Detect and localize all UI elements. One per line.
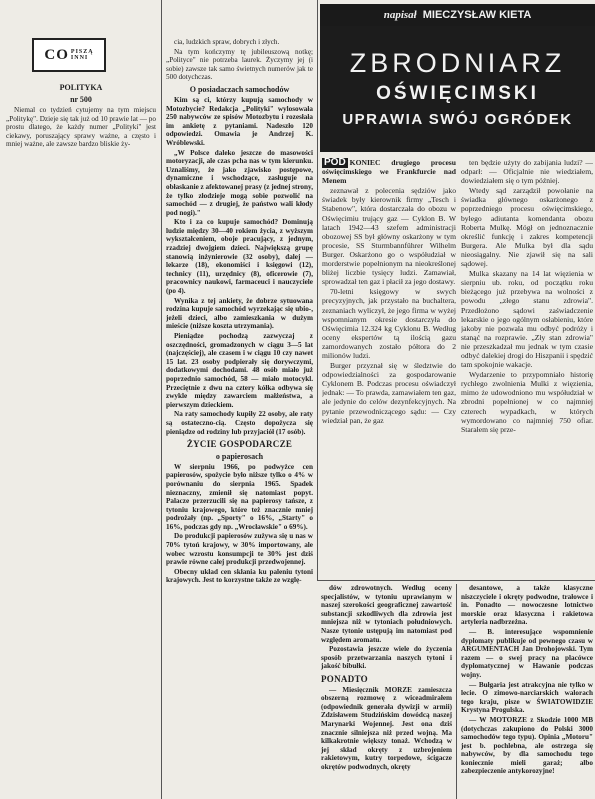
paragraph: Wtedy sąd zarządził powołanie na świadka głównego oskarżonego z poprzedniego procesu oświęcimskiego, byłego adiutanta komendanta obozu Roberta Mulkę. Mógł on jednoznacznie określić funkcję i zakres kompetencji Burgera. Ale Mulka był dla sądu nieosiągalny. Nie zjawił się na sali sądowej. xyxy=(461,186,593,269)
headline-line-2: OŚWIĘCIMSKI xyxy=(376,83,539,104)
paragraph: — W MOTORZE z Skodzie 1000 MB (dotychczas zakupiono do Polski 3000 samochodów tego typu). Opinia „Motoru" jest b. pochlebna, ale ostrzega się nabywców, by dla samochodu tego koniecznie mieli garaż; albo zabezpieczenie antykorozyjne! xyxy=(461,715,593,776)
paragraph: Na raty samochody kupiły 22 osoby, ale raty są ostateczno-cią. Często dopożycza się pieniądze od rodziny lub przyjaciół (17 osób). xyxy=(166,410,313,436)
column-rule xyxy=(456,584,457,799)
co-pisza-inni-logo xyxy=(32,38,106,72)
drop-cap: POD xyxy=(324,158,346,168)
paragraph: Niemal co tydzień cytujemy na tym miejscu „Politykę". Dzieje się tak już od 10 prawie lat — po prostu dlatego, że każdy numer „Polityki" jest ciekawy, poruszający sprawy ważne, a często i mniej ważne, ale zawsze bardzo bliskie ży- xyxy=(6,106,156,149)
column-rule xyxy=(317,0,318,580)
column-1 xyxy=(6,80,156,180)
paragraph: Pozostawia jeszcze wiele do życzenia sposób przetwarzania naszych tytoni i jakość bibułki. xyxy=(321,645,452,671)
subheading-motorists: O posiadaczach samochodów xyxy=(189,84,290,94)
byline-author: MIECZYSŁAW KIETA xyxy=(422,9,532,21)
section-title: POLITYKA xyxy=(59,83,103,92)
feature-headline xyxy=(320,26,595,152)
paragraph: ten będzie użyty do zabijania ludzi? — odparł: — Oficjalnie nie wiedziałem, dowiedziałem się o tym później. xyxy=(461,158,593,186)
paragraph: Do produkcji papierosów zużywa się u nas w 70% tytoń krajowy, w 30% importowany, ale wobec wzrostu konsumpcji te 30% jest dziś prawie równe całej produkcji przedwojennej. xyxy=(166,532,313,567)
subheading-cigarettes: o papierosach xyxy=(215,451,264,461)
section-ponadto: PONADTO xyxy=(321,673,368,684)
byline-label: napisał xyxy=(383,9,417,21)
paragraph: Obecny układ cen skłania ku paleniu tytoni krajowych. Jest to korzystne także ze wzglę- xyxy=(166,567,313,585)
bottom-column-1 xyxy=(321,584,452,798)
column-2 xyxy=(166,38,313,798)
paragraph: Wynika z tej ankiety, że dobrze sytuowana rodzina kupuje samochód wyrzekając się ubio-, jeżeli dzieci, albo zamieszkania w dużym mieście (niższe koszta utrzymania). xyxy=(166,296,313,331)
logo-small-text: PISZĄ INNI xyxy=(70,49,94,61)
paragraph: Burger przyznał się w śledztwie do odpowiedzialności za gospodarowanie Cyklonem B. Podczas procesu oświadczył jednak: — To prawda, zamawiałem ten gaz, ale jedynie do celów dezynfekcyjnych. Na pytanie przewodniczącego sądu: — Czy wiedział pan, że gaz xyxy=(322,361,456,425)
paragraph: 70-letni księgowy w swych precyzyjnych, jak przystało na buchaltera, zeznaniach wyliczył, że jego firma w wyżej wspomnianym okresie dostarczyła do Oświęcimia 12.324 kg Cyklonu B. Według oceny ekspertów tą ilością gazu zamordowanych zostało półtora do 2 milionów ludzi. xyxy=(322,287,456,360)
paragraph: desantowe, a także klasyczne niszczyciele i okręty podwodne, trałowce i in. Ponadto — nowoczesne lotnictwo morskie oraz klasyczna i rakietowa artyleria nadbrzeżna. xyxy=(461,584,593,627)
bottom-column-2 xyxy=(461,584,593,798)
lead-text: KONIEC drugiego procesu oświęcimskiego we Frankfurcie nad Menem xyxy=(322,158,456,186)
paragraph: Pieniądze pochodzą zazwyczaj z oszczędności, gromadzonych w ciągu 3—5 lat (najczęściej), ale czasem i w ciągu 10 czy nawet 15 lat. 23 osoby podpierały się dorywczymi, dodatkowymi dochodami. 48 osób miało już poprzednio samochód, 58 — miało motocykl. Przeciętnie z dwu na cztery kółka odbywa się zwykle między zawarciem małżeństwa, a pierwszym dzieckiem. xyxy=(166,332,313,409)
paragraph: — B. interesujące wspomnienie dyplomaty publikuje od pewnego czasu w ARGUMENTACH Jan Drohojowski. Tym razem — o swej pracy na placówce dyplomatycznej w Hawanie podczas wojny. xyxy=(461,627,593,679)
feature-column-1 xyxy=(322,158,456,578)
issue-number: nr 500 xyxy=(70,95,92,104)
headline-line-3: UPRAWIA SWÓJ OGRÓDEK xyxy=(342,111,573,128)
logo-main-text: CO xyxy=(44,46,69,63)
paragraph: — Bułgaria jest atrakcyjna nie tylko w lecie. O zimowo-narciarskich walorach tego kraju, pisze w ŚWIATOWIDZIE Krystyna Progulska. xyxy=(461,680,593,715)
byline xyxy=(320,4,595,26)
headline-line-1: ZBRODNIARZ xyxy=(349,48,566,78)
section-divider xyxy=(317,580,595,581)
paragraph: Kto i za co kupuje samochód? Dominują ludzie między 30—40 rokiem życia, z wyższym wykształceniem, oboje pracujący, z jednym, rzadziej dwojgiem dzieci. Największą grupę stanowią inżynierowie (32 osoby), dalej — lekarze (18), ekonomiści i księgowi (12), technicy (11), urzędnicy (8), oficerowie (7), pracownicy naukowi, farmaceuci i nauczyciele (po 4). xyxy=(166,218,313,296)
paragraph: dów zdrowotnych. Według oceny specjalistów, w tytoniu uprawianym w naszej szerokości geograficznej zawartość substancji szkodliwych dla zdrowia jest mniejsza niż w tytoniach południowych. Nasze tytonie ustępują im natomiast pod względem aromatu. xyxy=(321,584,452,644)
paragraph: — Miesięcznik MORZE zamieszcza obszerną rozmowę z wiceadmirałem (odpowiednik generała dywizji w armii) Zdzisławem Studzińskim dowódcą naszej Marynarki Wojennej. Jest ona dziś znacznie silniejsza niż przed wojną. Ma kilkakrotnie większy tonaż. Wchodzą w jej skład okręty z uzbrojeniem rakietowym, kutry torpedowe, ścigacze okrętów podwodnych, okręty xyxy=(321,685,452,771)
paragraph: Mulka skazany na 14 lat więzienia w sierpniu ub. roku, od początku roku bieżącego już przebywa na wolności z powodu „złego stanu zdrowia". Przedłożono sądowi zaświadczenie lekarskie o jego ogólnym osłabieniu, które jakoby nie pozwala mu odbyć podróży i stanąć na rozprawie. „Zły stan zdrowia" nie przeszkadzał mu jednak w tym czasie odbyć dalekiej drogi do Hiszpanii i spędzić tam spokojnie wakacje. xyxy=(461,269,593,370)
paragraph: Wydarzenie to przypomniało historię rychłego zwolnienia Mulki z więzienia, mimo że udowodniono mu współudział w zbrodni popełnionej w co najmniej czterech wypadkach, w których wymordowano co najmniej 750 ofiar. Starałem się prze- xyxy=(461,370,593,434)
paragraph: Na tym kończymy tę jubileuszową notkę; „Polityce" nie potrzeba laurek. Życzymy jej (i sobie) zawsze tak samo świetnych numerów jak te 500 dotychczas. xyxy=(166,47,313,82)
paragraph: cia, ludzkich spraw, dobrych i złych. xyxy=(174,38,280,46)
paragraph: zeznawał z polecenia sędziów jako świadek były kierownik firmy „Tesch i Stabenow", która dostarczała do obozu w Oświęcimiu trujący gaz — Cyklon B. W latach 1942—43 szefem administracji obozowej SS był główny oskarżony w tym procesie, SS Sturmbannführer Wilhelm Burger. Oskarżono go o współudział w morderstwie popełnionym na nieokreślonej bliżej liczbie tysięcy ludzi. Zamawiał, sprowadzał ten gaz i płacił za jego dostawy. xyxy=(322,186,456,287)
section-economic-life: ŻYCIE GOSPODARCZE xyxy=(186,439,293,450)
feature-column-2 xyxy=(461,158,593,578)
paragraph: „W Polsce daleko jeszcze do masowości motoryzacji, ale czas pcha nas w tym kierunku. Uznaliśmy, że jako zjawisko postępowe, dynamiczne i wschodzące, zasługuje na obłaskanie z afektowanej prasy (z jednej strony, że tylko złodzieje mogą sobie pozwolić na samochód — z drugiej, że państwo wali kłody pod nogi)." xyxy=(166,148,313,217)
paragraph: W sierpniu 1966, po podwyżce cen papierosów, spożycie było niższe tylko o 4% w porównaniu do sierpnia 1965. Spadek nieznaczny, zmienił się natomiast popyt. Palacze przerzucili się na papierosy tańsze, z tytoniu krajowego, które też znacznie mniej podrożały (np. „Sporty" o 16%, „Starty" o 16%, podczas gdy np. „Wrocławskie" o 69%). xyxy=(166,462,313,531)
paragraph: Kim są ci, którzy kupują samochody w Motozbycie? Redakcja „Polityki" wylosowała 250 nabywców ze spisów Motozbytu i rozesłała im ankietę z pytaniami. Nadeszło 120 odpowiedzi. Omawia je Andrzej K. Wróblewski. xyxy=(166,95,313,147)
column-rule xyxy=(161,0,162,799)
